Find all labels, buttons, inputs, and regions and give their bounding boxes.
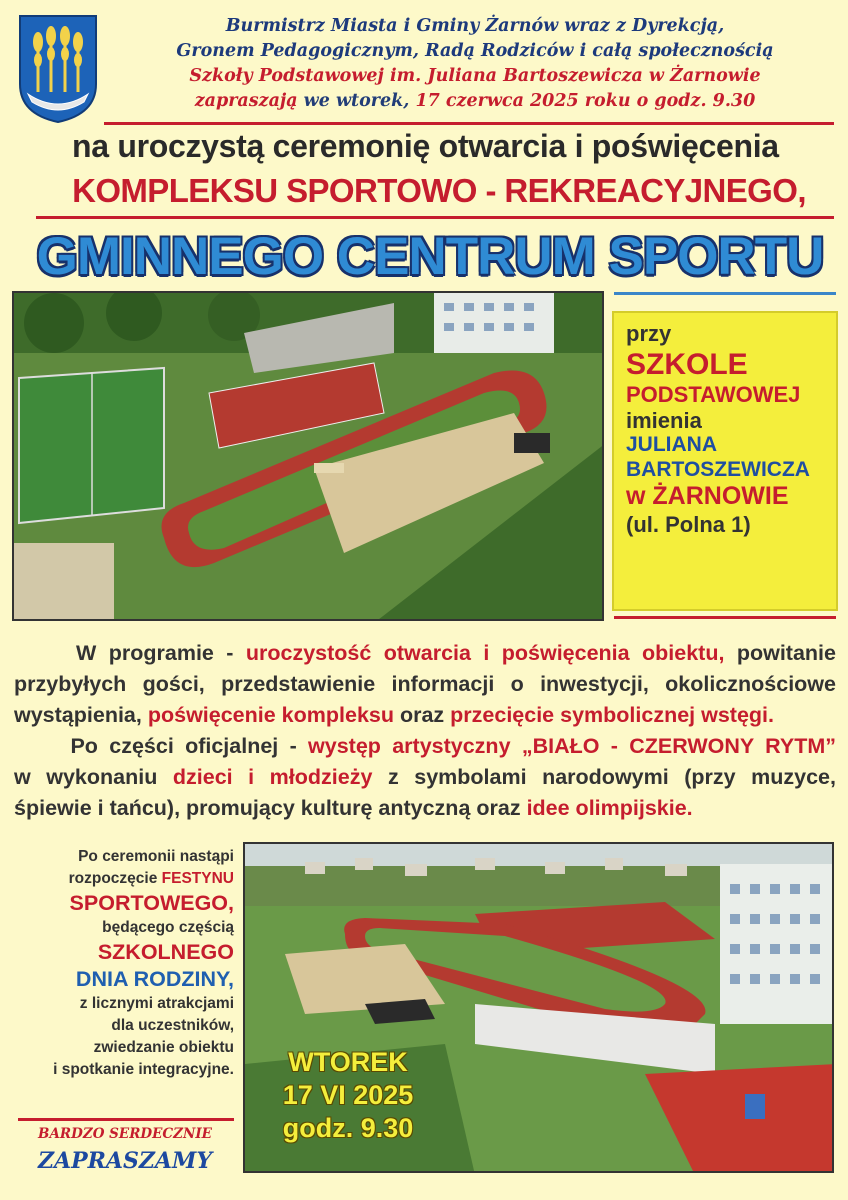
program-row: śpiewie i tańcu), promujący kulturę antyczną oraz idee olimpijskie. — [14, 796, 693, 820]
complex-heading: KOMPLEKSU SPORTOWO - REKREACYJNEGO, — [72, 172, 806, 209]
invite-line-2: Gronem Pedagogicznym, Radą Rodziców i całą społecznością — [176, 41, 774, 61]
program-row: przybyłych gości, przedstawienie informacji o inwestycji, okolicznościowe — [14, 672, 836, 696]
coat-of-arms-icon — [18, 14, 98, 124]
aerial-photo-complex — [12, 291, 604, 621]
sport-center-heading: GMINNEGO CENTRUM SPORTU — [36, 227, 824, 286]
invitation-header — [110, 14, 840, 114]
divider — [104, 122, 834, 125]
event-date: 17 VI 2025 — [282, 1080, 414, 1110]
welcome-line-2: ZAPRASZAMY — [37, 1148, 213, 1174]
invite-line-3: Szkoły Podstawowej im. Juliana Bartoszewicza w Żarnowie — [189, 66, 761, 86]
invite-line-4: zapraszają we wtorek, 17 czerwca 2025 roku o godz. 9.30 — [194, 91, 756, 111]
event-time: godz. 9.30 — [282, 1113, 414, 1143]
event-day: WTOREK — [288, 1047, 408, 1077]
date-overlay — [258, 1046, 438, 1145]
divider — [614, 616, 836, 619]
program-row: w wykonaniu dzieci i młodzieży z symbolami narodowymi (przy muzyce, — [14, 765, 836, 789]
divider — [614, 292, 836, 295]
program-description — [14, 638, 836, 824]
invite-line-1: Burmistrz Miasta i Gminy Żarnów wraz z Dyrekcją, — [225, 16, 725, 36]
ceremony-heading: na uroczystą ceremonię otwarcia i poświęcenia — [72, 128, 779, 164]
program-row: wystąpienia, poświęcenie kompleksu oraz przecięcie symbolicznej wstęgi. — [14, 703, 774, 727]
welcome-line-1: BARDZO SERDECZNIE — [38, 1126, 212, 1142]
festival-info: Po ceremonii nastąpi rozpoczęcie FESTYNU SPORTOWEGO, będącego częścią SZKOLNEGO DNIA RODZINY, z licznymi atrakcjami dla uczestników, zwiedzanie obiektu i spotkanie integracyjne. — [53, 848, 234, 1078]
divider — [36, 216, 834, 219]
school-info-box: przy SZKOLE PODSTAWOWEJ imienia JULIANA BARTOSZEWICZA w ŻARNOWIE (ul. Polna 1) — [612, 311, 838, 611]
program-row: Po części oficjalnej - występ artystyczny „BIAŁO - CZERWONY RYTM” — [70, 734, 836, 758]
program-row: W programie - uroczystość otwarcia i poświęcenia obiektu, powitanie — [76, 641, 836, 665]
divider — [18, 1118, 234, 1121]
